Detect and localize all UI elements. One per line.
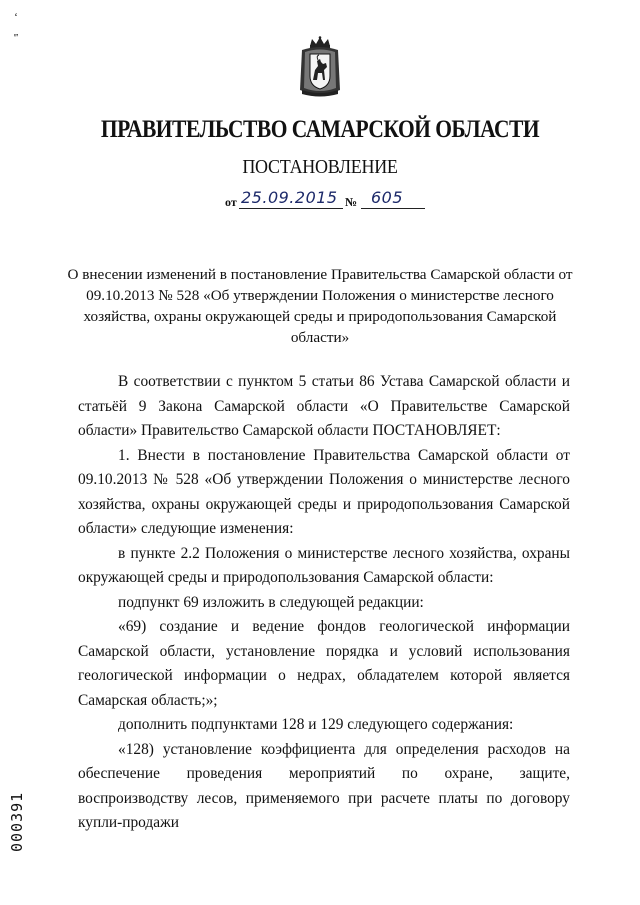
document-body — [78, 370, 570, 836]
government-title: ПРАВИТЕЛЬСТВО САМАРСКОЙ ОБЛАСТИ — [100, 116, 540, 143]
paragraph: «128) установление коэффициента для определения расходов на обеспечение проведения мероприятий по охране, защите, воспроизводству лесов, применяемого при расчете платы по договору купли-продажи — [78, 740, 570, 831]
date-number-line — [225, 188, 445, 212]
handwritten-number: 605 — [371, 188, 404, 207]
paragraph: дополнить подпунктами 128 и 129 следующего содержания: — [118, 716, 514, 733]
number-underline — [361, 208, 425, 209]
paragraph: в пункте 2.2 Положения о министерстве лесного хозяйства, охраны окружающей среды и природопользования Самарской области: — [78, 544, 570, 586]
number-label: № — [345, 195, 358, 209]
paragraph: подпункт 69 изложить в следующей редакции: — [118, 593, 424, 611]
document-subject: О внесении изменений в постановление Правительства Самарской области от 09.10.2013 № 528 «Об утверждении Положения о министерстве лесного хозяйства, охраны окружающей среды и природопользования Самарской области» — [67, 266, 573, 346]
corner-mark-secondary: ‴ — [14, 33, 19, 44]
handwritten-date: 25.09.2015 — [241, 188, 338, 207]
from-label: от — [225, 195, 237, 209]
date-underline — [239, 208, 343, 209]
paragraph: «69) создание и ведение фондов геологической информации Самарской области, установление порядка и условий использования геологической информации о недрах, обладателем которой является Самарская область;»; — [78, 618, 570, 709]
side-serial-number: 000391 — [8, 791, 26, 852]
corner-mark: ‘ — [14, 10, 18, 24]
paragraph: 1. Внести в постановление Правительства Самарской области от 09.10.2013 № 528 «Об утверждении Положения о министерстве лесного хозяйства, охраны окружающей среды и природопользования Самарской области» следующие изменения: — [78, 446, 570, 537]
paragraph: В соответствии с пунктом 5 статьи 86 Устава Самарской области и статьёй 9 Закона Самарской области «О Правительстве Самарской области» Правительство Самарской области ПОСТАНОВЛЯЕТ: — [78, 373, 570, 439]
document-type: ПОСТАНОВЛЕНИЕ — [242, 156, 398, 178]
coat-of-arms-emblem — [296, 36, 344, 98]
